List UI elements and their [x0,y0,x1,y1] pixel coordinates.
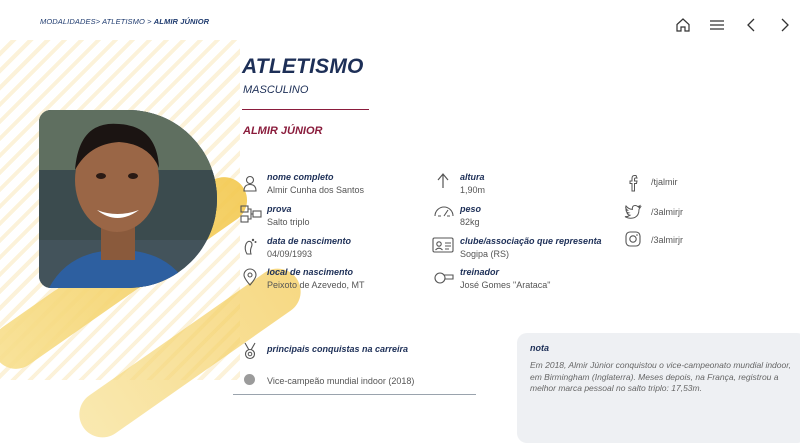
chevron-left-icon[interactable] [742,16,760,34]
conquistas-heading [267,344,408,354]
field-label: prova [267,204,292,214]
twitter-handle[interactable]: /3almirjr [651,207,684,217]
height-arrow-icon [434,172,452,190]
field-altura [460,172,485,195]
field-value: Peixoto de Azevedo, MT [267,280,365,290]
field-label: local de nascimento [267,267,354,277]
field-label: clube/associação que representa [460,236,602,246]
field-local-nascimento [267,267,365,290]
page-title: ATLETISMO [242,55,364,78]
conquista-text: Vice-campeão mundial indoor (2018) [267,376,415,386]
field-label: data de nascimento [267,236,352,246]
divider [242,109,369,110]
field-value: 04/09/1993 [267,249,313,259]
athlete-name: ALMIR JÚNIOR [243,125,323,137]
field-label: peso [460,204,482,214]
person-icon [241,174,259,192]
medal-icon [241,342,259,360]
list-item [267,376,414,386]
field-value: Salto triplo [267,217,310,227]
home-icon[interactable] [674,16,692,34]
athlete-photo [39,110,217,288]
event-icon [240,205,262,223]
instagram-icon[interactable] [624,230,642,248]
whistle-icon [433,268,455,286]
bullet-icon [244,374,255,385]
breadcrumb-current: ALMIR JÚNIOR [153,17,210,26]
note-title: nota [530,343,549,353]
field-value: 82kg [460,217,480,227]
field-label: nome completo [267,172,334,182]
footprint-icon [241,237,259,255]
id-card-icon [432,236,454,254]
field-label: treinador [460,267,500,277]
breadcrumb [40,17,209,26]
field-peso [460,204,481,227]
field-value: José Gomes "Arataca" [460,280,551,290]
field-value: 1,90m [460,185,486,195]
note-text: Em 2018, Almir Júnior conquistou o vice-campeonato mundial indoor, em Birmingham (Inglaterra). Meses depois, na França, registrou a melhor marca pessoal no salto triplo: 17,53m. [530,360,791,393]
field-nome-completo [267,172,364,195]
top-navigation [674,16,794,34]
field-value: Almir Cunha dos Santos [267,185,365,195]
facebook-icon[interactable] [625,174,643,192]
divider [233,394,476,395]
field-prova [267,204,310,227]
field-label: altura [460,172,485,182]
breadcrumb-path[interactable]: MODALIDADES> ATLETISMO > [40,17,154,26]
section-label: principais conquistas na carreira [267,344,409,354]
field-value: Sogipa (RS) [460,249,510,259]
chevron-right-icon[interactable] [776,16,794,34]
instagram-handle[interactable]: /3almirjr [651,235,684,245]
scale-icon [433,204,455,222]
field-clube [460,236,602,259]
field-data-nascimento [267,236,351,259]
location-pin-icon [241,268,259,286]
menu-icon[interactable] [708,16,726,34]
facebook-handle[interactable]: /tjalmir [651,177,678,187]
field-treinador [460,267,550,290]
page-subtitle: MASCULINO [243,84,309,96]
twitter-icon[interactable] [624,203,642,221]
